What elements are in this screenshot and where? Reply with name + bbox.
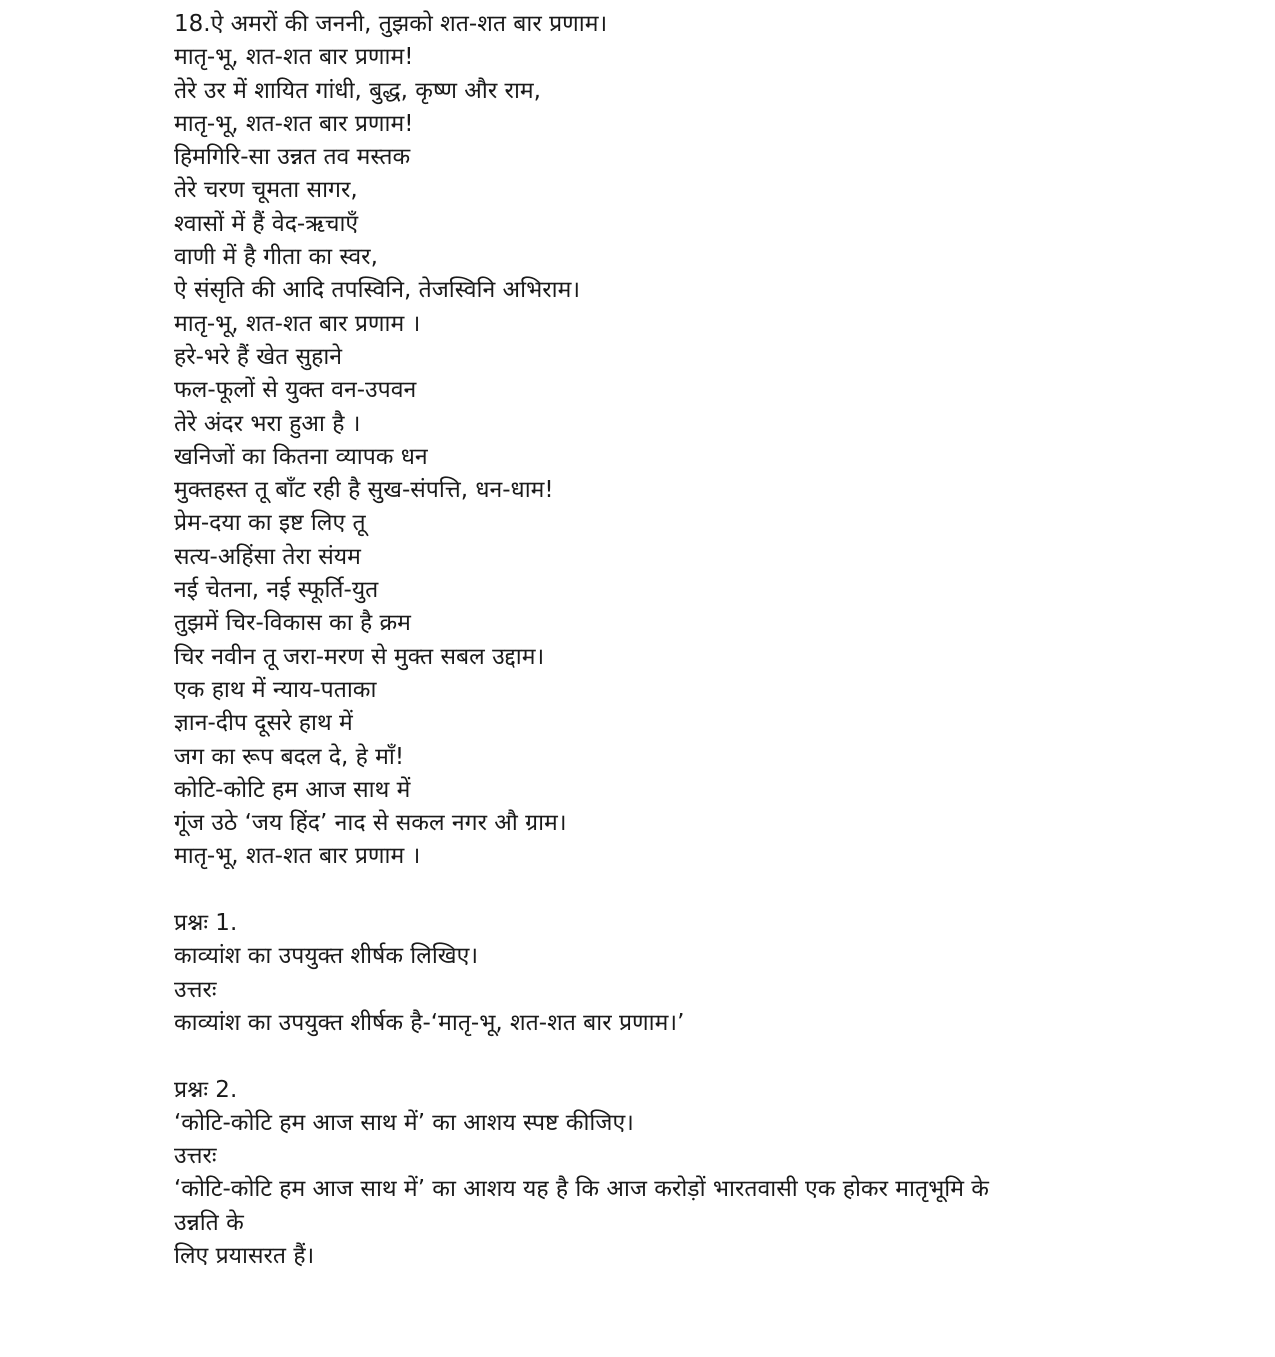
poem-line: श्वासों में हैं वेद-ऋचाएँ (174, 210, 359, 237)
answer-text: ‘कोटि-कोटि हम आज साथ में’ का आशय यह है कि आज करोड़ों भारतवासी एक होकर मातृभूमि के (174, 1176, 989, 1203)
poem-line: तेरे चरण चूमता सागर, (174, 177, 358, 204)
question-label: प्रश्नः 2. (174, 1076, 238, 1103)
poem-line: हरे-भरे हैं खेत सुहाने (174, 343, 343, 370)
poem-line: जग का रूप बदल दे, हे माँ! (174, 743, 405, 770)
answer-text: लिए प्रयासरत हैं। (174, 1242, 315, 1269)
question-1 (174, 907, 1174, 1040)
poem-line: कोटि-कोटि हम आज साथ में (174, 776, 411, 803)
answer-label: उत्तरः (174, 976, 217, 1003)
question-text: ‘कोटि-कोटि हम आज साथ में’ का आशय स्पष्ट कीजिए। (174, 1109, 634, 1136)
poem-line: मातृ-भू, शत-शत बार प्रणाम! (174, 110, 414, 137)
spacer (174, 874, 1174, 907)
poem-line: नई चेतना, नई स्फूर्ति-युत (174, 577, 379, 604)
poem-line: वाणी में है गीता का स्वर, (174, 244, 378, 271)
poem-line: ऐ संसृति की आदि तपस्विनि, तेजस्विनि अभिराम। (174, 277, 581, 304)
question-label: प्रश्नः 1. (174, 910, 238, 937)
poem-line: 18.ऐ अमरों की जननी, तुझको शत-शत बार प्रणाम। (174, 11, 608, 37)
poem (174, 8, 1174, 874)
poem-line: तुझमें चिर-विकास का है क्रम (174, 610, 411, 637)
poem-line: प्रेम-दया का इष्ट लिए तू (174, 510, 366, 537)
poem-line: तेरे अंदर भरा हुआ है । (174, 410, 361, 437)
poem-line: हिमगिरि-सा उन्नत तव मस्तक (174, 144, 411, 171)
answer-label: उत्तरः (174, 1143, 217, 1170)
question-2 (174, 1074, 1174, 1274)
poem-line: गूंज उठे ‘जय हिंद’ नाद से सकल नगर औ ग्राम। (174, 810, 567, 837)
poem-line: तेरे उर में शायित गांधी, बुद्ध, कृष्ण और राम, (174, 77, 541, 104)
answer-text: काव्यांश का उपयुक्त शीर्षक है-‘मातृ-भू, शत-शत बार प्रणाम।’ (174, 1009, 685, 1036)
poem-line: सत्य-अहिंसा तेरा संयम (174, 543, 361, 570)
poem-line: फल-फूलों से युक्त वन-उपवन (174, 377, 417, 404)
poem-line: मातृ-भू, शत-शत बार प्रणाम । (174, 843, 421, 870)
poem-line: खनिजों का कितना व्यापक धन (174, 443, 428, 470)
question-text: काव्यांश का उपयुक्त शीर्षक लिखिए। (174, 943, 479, 970)
poem-line: मातृ-भू, शत-शत बार प्रणाम । (174, 310, 421, 337)
answer-text: उन्नति के (174, 1209, 244, 1236)
poem-line: मुक्तहस्त तू बाँट रही है सुख-संपत्ति, धन-धाम! (174, 477, 554, 504)
poem-line: एक हाथ में न्याय-पताका (174, 676, 377, 703)
document-body (174, 8, 1174, 1273)
poem-line: ज्ञान-दीप दूसरे हाथ में (174, 710, 353, 737)
spacer (174, 1040, 1174, 1073)
poem-line: चिर नवीन तू जरा-मरण से मुक्त सबल उद्दाम। (174, 643, 545, 670)
poem-line: मातृ-भू, शत-शत बार प्रणाम! (174, 44, 414, 71)
